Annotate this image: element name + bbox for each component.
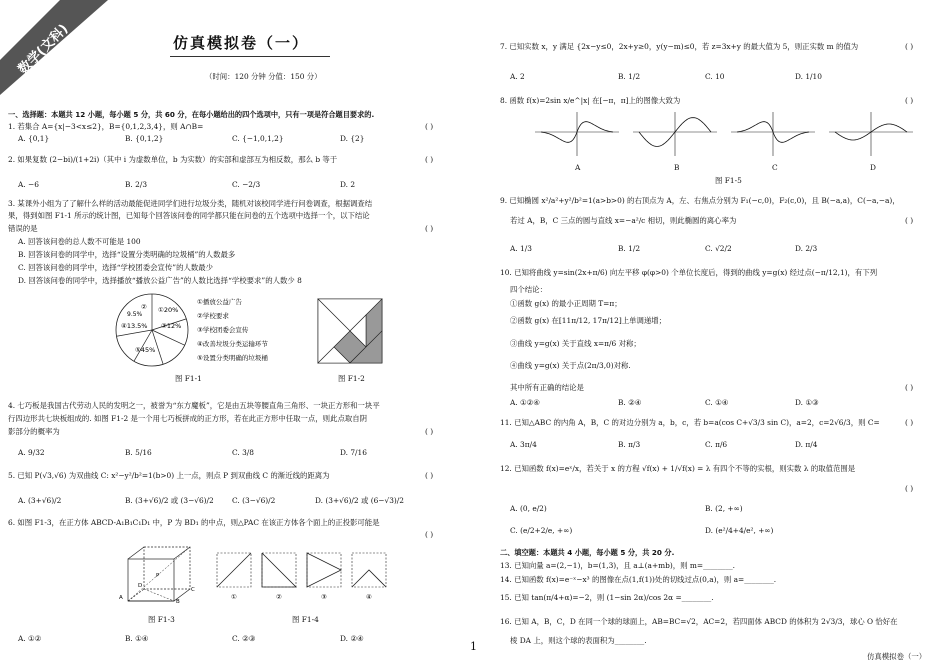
q6-option-c[interactable]: C. ②③ [232, 634, 256, 643]
fig-f1-2-caption: 图 F1-2 [338, 374, 365, 383]
pie-legend-3: ③学校团委会宣传 [197, 326, 249, 334]
svg-text:C: C [191, 587, 195, 593]
q2-answer-blank[interactable]: ( ) [425, 155, 434, 164]
q1-option-b[interactable]: B. {0,1,2} [125, 134, 164, 143]
q12-option-b[interactable]: B. (2, +∞) [705, 504, 743, 513]
q4-option-a[interactable]: A. 9/32 [18, 448, 45, 457]
q13-stem[interactable]: 13. 已知向量 a=(2,−1)，b=(1,3)，且 a⊥(a+mb)，则 m=________. [500, 561, 735, 570]
q3-option-d[interactable]: D. 回答该问卷的同学中，选择播放“播放公益广告”的人数比选择“学校要求”的人数少 8 [18, 276, 302, 285]
q10-option-c[interactable]: C. ①④ [705, 398, 729, 407]
q7-option-b[interactable]: B. 1/2 [618, 72, 641, 81]
badge-text: 数学(文科) [15, 21, 72, 78]
q3-option-a[interactable]: A. 回答该问卷的总人数不可能是 100 [18, 237, 141, 246]
svg-text:P: P [156, 573, 160, 579]
q11-option-b[interactable]: B. π/3 [618, 440, 641, 449]
pie-legend-1: ①播放公益广告 [197, 298, 242, 306]
q3-option-c[interactable]: C. 回答该问卷的同学中，选择“学校团委会宣传”的人数最少 [18, 263, 214, 272]
q10-stem-line3: ①函数 g(x) 的最小正周期 T=π； [510, 299, 622, 308]
q11-answer-blank[interactable]: ( ) [905, 418, 914, 427]
q10-stem-line2: 四个结论： [510, 285, 547, 294]
q16-stem-line2[interactable]: 棱 DA 上，则这个球的表面积为________. [510, 636, 647, 645]
figure-f1-1 [115, 288, 315, 388]
q5-option-b[interactable]: B. (3+√6)/2 或 (3−√6)/2 [125, 496, 214, 505]
q10-stem-line1: 10. 已知将曲线 y=sin(2x+π/6) 向左平移 φ(φ>0) 个单位长度后，得到的曲线 y=g(x) 经过点(−π/12,1)，有下列 [500, 268, 878, 277]
page-number: 1 [470, 640, 477, 653]
q4-stem-line1: 4. 七巧板是我国古代劳动人民的发明之一，被誉为“东方魔板”，它是由五块等腰直角三角形、一块正方形和一块平 [8, 401, 380, 410]
q3-option-b[interactable]: B. 回答该问卷的同学中，选择“设置分类明确的垃圾桶”的人数最多 [18, 250, 236, 259]
q2-option-d[interactable]: D. 2 [340, 180, 356, 189]
svg-text:B: B [176, 599, 180, 605]
q8-option-b[interactable]: B [674, 163, 680, 172]
q12-option-d[interactable]: D. (e²/4+4/e², +∞) [705, 526, 774, 535]
q14-stem[interactable]: 14. 已知函数 f(x)=e⁻ˣ−x³ 的图像在点(1,f(1))处的切线过点(0,a)，则 a=________. [500, 575, 777, 584]
q3-answer-blank[interactable]: ( ) [425, 224, 434, 233]
function-graphs [535, 110, 925, 165]
q6-option-a[interactable]: A. ①② [18, 634, 42, 643]
q4-stem-line2: 行四边形共七块板组成的. 如图 F1-2 是一个用七巧板拼成的正方形，若在此正方形中任取一点，则此点取自阴 [8, 414, 368, 423]
pie-label-6: 9.5% [127, 311, 143, 318]
q10-stem-line5: ③曲线 y=g(x) 关于直线 x=π/6 对称； [510, 339, 641, 348]
q4-option-d[interactable]: D. 7/16 [340, 448, 367, 457]
q10-option-a[interactable]: A. ①②④ [510, 398, 540, 407]
pie-legend-2: ②学校要求 [197, 312, 229, 320]
fig-f1-1-caption: 图 F1-1 [175, 374, 202, 383]
q4-answer-blank[interactable]: ( ) [425, 427, 434, 436]
q8-option-d[interactable]: D [870, 163, 876, 172]
pie-label-3: ③12% [161, 322, 182, 330]
q1-option-d[interactable]: D. {2} [340, 134, 365, 143]
proj-label-3: ③ [321, 593, 327, 601]
pie-label-2: ② [141, 303, 147, 311]
svg-text:A: A [119, 595, 123, 601]
figure-f1-4 [215, 551, 395, 601]
q2-stem: 2. 如果复数 (2−bi)/(1+2i)（其中 i 为虚数单位，b 为实数）的实部和虚部互为相反数，那么 b 等于 [8, 155, 338, 164]
q10-answer-blank[interactable]: ( ) [905, 383, 914, 392]
section1-heading: 一、选择题：本题共 12 小题，每小题 5 分，共 60 分，在每小题给出的四个选项中，只有一项是符合题目要求的. [8, 110, 375, 119]
q1-option-c[interactable]: C. {−1,0,1,2} [232, 134, 284, 143]
badge-ribbon [0, 0, 120, 95]
q4-option-b[interactable]: B. 5/16 [125, 448, 152, 457]
q8-option-c[interactable]: C [772, 163, 778, 172]
q7-option-d[interactable]: D. 1/10 [795, 72, 822, 81]
q11-option-c[interactable]: C. π/6 [705, 440, 728, 449]
q12-option-c[interactable]: C. (e/2+2/e, +∞) [510, 526, 573, 535]
q10-stem-line7: 其中所有正确的结论是 [510, 383, 584, 392]
section2-heading: 二、填空题：本题共 4 小题，每小题 5 分，共 20 分. [500, 548, 675, 557]
fig-f1-4-caption: 图 F1-4 [292, 615, 319, 624]
pie-chart [115, 288, 315, 388]
q8-answer-blank[interactable]: ( ) [905, 96, 914, 105]
q5-stem: 5. 已知 P(√3,√6) 为双曲线 C: x²−y²/b²=1(b>0) 上一点，则点 P 到双曲线 C 的渐近线的距离为 [8, 471, 330, 480]
q7-stem: 7. 已知实数 x，y 满足 {2x−y≤0，2x+y≥0，y(y−m)≤0，若 z=3x+y 的最大值为 5，则正实数 m 的值为 [500, 42, 859, 51]
pie-label-4: ④13.5% [121, 322, 148, 330]
svg-text:D: D [138, 583, 143, 589]
page-title [173, 34, 309, 53]
q6-option-d[interactable]: D. ②④ [340, 634, 364, 643]
cube-diagram [118, 545, 198, 605]
q2-option-b[interactable]: B. 2/3 [125, 180, 148, 189]
q8-stem: 8. 函数 f(x)=2sin x/e^|x| 在[−π，π]上的图像大致为 [500, 96, 681, 105]
figure-f1-2 [316, 297, 386, 367]
q2-option-c[interactable]: C. −2/3 [232, 180, 261, 189]
pie-legend-5: ⑤设置分类明确的垃圾桶 [197, 354, 268, 362]
q10-stem-line6: ④曲线 y=g(x) 关于点(2π/3,0)对称. [510, 361, 631, 370]
q9-option-a[interactable]: A. 1/3 [510, 244, 532, 253]
q10-option-b[interactable]: B. ②④ [618, 398, 642, 407]
q15-stem[interactable]: 15. 已知 tan(π/4+α)=−2，则 (1−sin 2α)/cos 2α =________. [500, 593, 714, 602]
q10-option-d[interactable]: D. ①③ [795, 398, 819, 407]
exam-info: （时间：120 分钟 分值：150 分） [205, 72, 322, 81]
q10-stem-line4: ②函数 g(x) 在[11π/12, 17π/12]上单调递增； [510, 316, 667, 325]
q16-stem-line1[interactable]: 16. 已知 A，B，C，D 在同一个球的球面上，AB=BC=√2，AC=2，若四面体 ABCD 的体积为 2√3/3，球心 O 恰好在 [500, 617, 898, 626]
proj-label-4: ④ [366, 593, 372, 601]
q12-stem: 12. 已知函数 f(x)=eˣ/x，若关于 x 的方程 √f(x) + 1/√f(x) = λ 有四个不等的实根，则实数 λ 的取值范围是 [500, 464, 856, 473]
subject-badge [0, 0, 120, 95]
page-title-text: 仿真模拟卷（一） [173, 34, 310, 52]
pie-label-5: ⑤45% [135, 346, 156, 354]
q7-option-a[interactable]: A. 2 [510, 72, 525, 81]
q9-answer-blank[interactable]: ( ) [905, 216, 914, 225]
q5-option-c[interactable]: C. (3−√6)/2 [232, 496, 276, 505]
q3-stem-line3: 错误的是 [8, 224, 38, 233]
q4-stem-line3: 影部分的概率为 [8, 427, 60, 436]
pie-legend-4: ④改善垃圾分类运输环节 [197, 340, 268, 348]
q11-stem: 11. 已知△ABC 的内角 A，B，C 的对边分别为 a，b，c，若 b=a(cos C+√3/3 sin C)，a=2，c=2√6/3，则 C= [500, 418, 880, 427]
q8-option-a[interactable]: A [575, 163, 581, 172]
q9-option-b[interactable]: B. 1/2 [618, 244, 641, 253]
q6-answer-blank[interactable]: ( ) [425, 530, 434, 539]
q9-stem-line1: 9. 已知椭圆 x²/a²+y²/b²=1(a>b>0) 的右顶点为 A，左、右焦点分别为 F₁(−c,0)，F₂(c,0)，且 B(−a,a)，C(−a,−a)， [500, 196, 900, 205]
q1-option-a[interactable]: A. {0,1} [18, 134, 50, 143]
proj-label-2: ② [276, 593, 282, 601]
q5-answer-blank[interactable]: ( ) [425, 471, 434, 480]
q2-option-a[interactable]: A. −6 [18, 180, 39, 189]
tangram-square [316, 297, 386, 367]
q4-option-c[interactable]: C. 3/8 [232, 448, 254, 457]
q6-option-b[interactable]: B. ①④ [125, 634, 149, 643]
pie-label-1: ①20% [158, 306, 179, 314]
q1-answer-blank[interactable]: ( ) [425, 122, 434, 131]
q7-answer-blank[interactable]: ( ) [905, 42, 914, 51]
q5-option-a[interactable]: A. (3+√6)/2 [18, 496, 62, 505]
q11-option-d[interactable]: D. π/4 [795, 440, 818, 449]
q5-option-d[interactable]: D. (3+√6)/2 或 (6−√3)/2 [315, 496, 404, 505]
q9-option-c[interactable]: C. √2/2 [705, 244, 732, 253]
q12-answer-blank[interactable]: ( ) [905, 484, 914, 493]
q6-stem: 6. 如图 F1-3，在正方体 ABCD-A₁B₁C₁D₁ 中，P 为 BD₁ 的中点，则△PAC 在该正方体各个面上的正投影可能是 [8, 518, 380, 527]
q12-option-a[interactable]: A. (0, e/2) [510, 504, 547, 513]
page-footer: 仿真模拟卷（一） [867, 652, 927, 661]
q3-stem-line2: 果，得到如图 F1-1 所示的统计图，已知每个回答该问卷的同学都只能在问卷的五个选项中选择一个，以下结论 [8, 211, 370, 220]
figure-f1-5 [535, 110, 925, 165]
q9-stem-line2: 若过 A，B，C 三点的圆与直线 x=−a²/c 相切，则此椭圆的离心率为 [510, 216, 737, 225]
q7-option-c[interactable]: C. 10 [705, 72, 725, 81]
fig-f1-3-caption: 图 F1-3 [148, 615, 175, 624]
fig-f1-5-caption: 图 F1-5 [715, 176, 742, 185]
q3-stem-line1: 3. 某课外小组为了了解什么样的活动最能促进同学们进行垃圾分类，随机对该校同学进行问卷调查，根据调查结 [8, 199, 373, 208]
figure-f1-3 [118, 545, 198, 605]
q1-stem: 1. 若集合 A={x|−3<x≤2}，B={0,1,2,3,4}，则 A∩B= [8, 122, 204, 131]
q9-option-d[interactable]: D. 2/3 [795, 244, 818, 253]
projection-diagrams [215, 551, 395, 601]
q11-option-a[interactable]: A. 3π/4 [510, 440, 537, 449]
title-underline [170, 56, 330, 57]
proj-label-1: ① [231, 593, 237, 601]
